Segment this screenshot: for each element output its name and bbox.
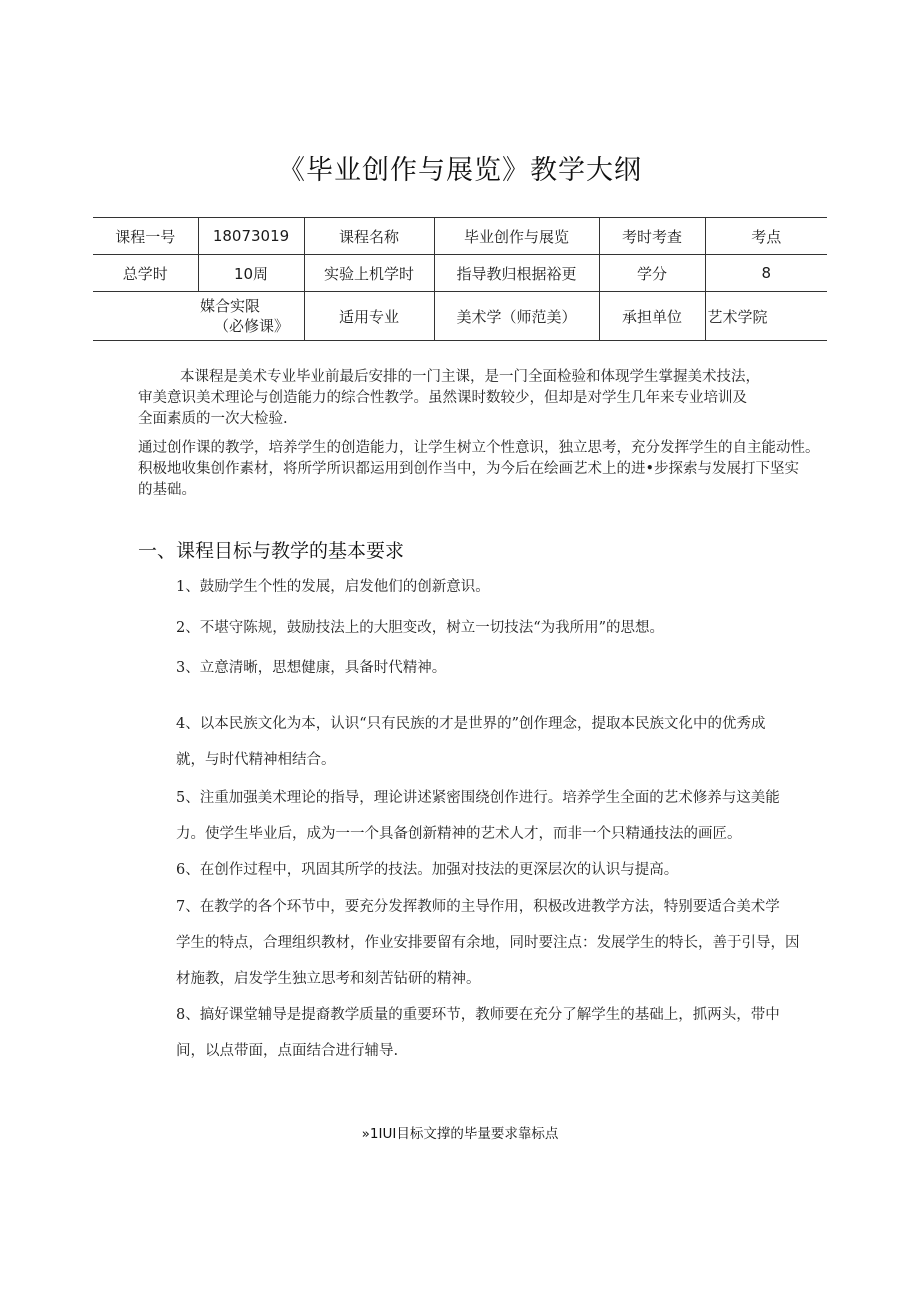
requirement-3: 3、立意清晰，思想健康，具备时代精神。 (176, 660, 447, 676)
lab-hours-label: 实验上机学时 (304, 255, 434, 292)
requirement-2: 2、不堪守陈规，鼓励技法上的大胆变改，树立一切技法“为我所用”的思想。 (176, 620, 665, 636)
requirement-5-line-1: 5、注重加强美术理论的指导，理论讲述紧密围绕创作进行。培养学生全面的艺术修养与这美能 (176, 790, 780, 806)
course-no-label: 课程一号 (93, 218, 198, 255)
requirement-1: 1、鼓励学生个性的发展，启发他们的创新意识。 (176, 579, 490, 595)
course-name-label: 课程名称 (304, 218, 434, 255)
requirement-4-line-1: 4、以本民族文化为本，认识“只有民族的才是世界的”创作理念，提取本民族文化中的优秀成 (176, 716, 766, 732)
course-info-row-1 (93, 218, 827, 255)
requirement-4 (176, 706, 836, 778)
course-name-value: 毕业创作与展览 (434, 218, 599, 255)
requirement-5 (176, 780, 836, 852)
requirement-7-line-3: 材施教，启发学生独立思考和刻苦钻研的精神。 (176, 971, 481, 987)
major-label: 适用专业 (304, 292, 434, 341)
intro-paragraph-1 (138, 367, 828, 430)
unit-value: 艺术学院 (705, 292, 827, 341)
table-caption: »1IUI目标文撑的毕量要求靠标点 (361, 1126, 559, 1142)
intro-p1-line-3: 全面素质的一次大检验. (138, 411, 288, 427)
requirement-8-line-1: 8、搞好课堂辅导是提裔教学质量的重要环节，教师要在充分了解学生的基础上，抓两头，带中 (176, 1007, 780, 1023)
credit-label: 学分 (599, 255, 705, 292)
requirement-6: 6、在创作过程中，巩固其所学的技法。加强对技法的更深层次的认识与提高。 (176, 862, 679, 878)
lab-hours-value: 指导教归根据裕更 (434, 255, 599, 292)
major-value: 美术学（师范美） (434, 292, 599, 341)
course-type-value (198, 292, 304, 341)
total-hours-value: 10周 (198, 255, 304, 292)
intro-p2-line-1: 通过创作课的教学，培养学生的创造能力，让学生树立个性意识，独立思考，充分发挥学生的自主能动性。 (138, 440, 820, 456)
requirement-4-line-2: 就，与时代精神相结合。 (176, 752, 336, 768)
course-info-row-2 (93, 255, 827, 292)
course-type-stack (200, 296, 302, 336)
intro-p2-line-2: 积极地收集创作素材，将所学所识都运用到创作当中，为今后在绘画艺术上的进•步探索与发展打下坚实 (138, 461, 800, 477)
course-type-line-2: （必修课》 (214, 317, 290, 335)
course-type-blank (93, 292, 198, 341)
intro-p1-line-1: 本课程是美术专业毕业前最后安排的一门主课，是一门全面检验和体现学生掌握美术技法， (180, 369, 760, 385)
requirement-8-line-2: 间，以点带面，点面结合进行辅导. (176, 1043, 399, 1059)
course-no-value: 18073019 (198, 218, 304, 255)
requirement-7-line-2: 学生的特点，合理组织教材，作业安排要留有余地，同时要注点：发展学生的特长，善于引导，因 (176, 935, 800, 951)
requirement-7 (176, 889, 836, 997)
intro-paragraph-2 (138, 438, 828, 501)
total-hours-label: 总学时 (93, 255, 198, 292)
section-1-heading: 一、课程目标与教学的基本要求 (138, 540, 405, 562)
course-info-table (93, 217, 827, 341)
exam-type-label: 考时考查 (599, 218, 705, 255)
document-title: 《毕业创作与展览》教学大纲 (278, 155, 642, 186)
intro-p2-line-3: 的基础。 (138, 482, 196, 498)
course-type-line-1: 媒合实限 (200, 297, 261, 315)
exam-type-value: 考点 (705, 218, 827, 255)
requirement-8 (176, 997, 836, 1069)
course-info-row-3 (93, 292, 827, 341)
unit-label: 承担单位 (599, 292, 705, 341)
intro-p1-line-2: 审美意识美术理论与创造能力的综合性教学。虽然课时数较少，但却是对学生几年来专业培训及 (138, 390, 747, 406)
requirement-5-line-2: 力。使学生毕业后，成为一一个具备创新精神的艺术人才，而非一个只精通技法的画匠。 (176, 826, 742, 842)
credit-value: 8 (705, 255, 827, 292)
requirement-7-line-1: 7、在教学的各个环节中，要充分发挥教师的主导作用，积极改进教学方法，特别要适合美术学 (176, 899, 780, 915)
